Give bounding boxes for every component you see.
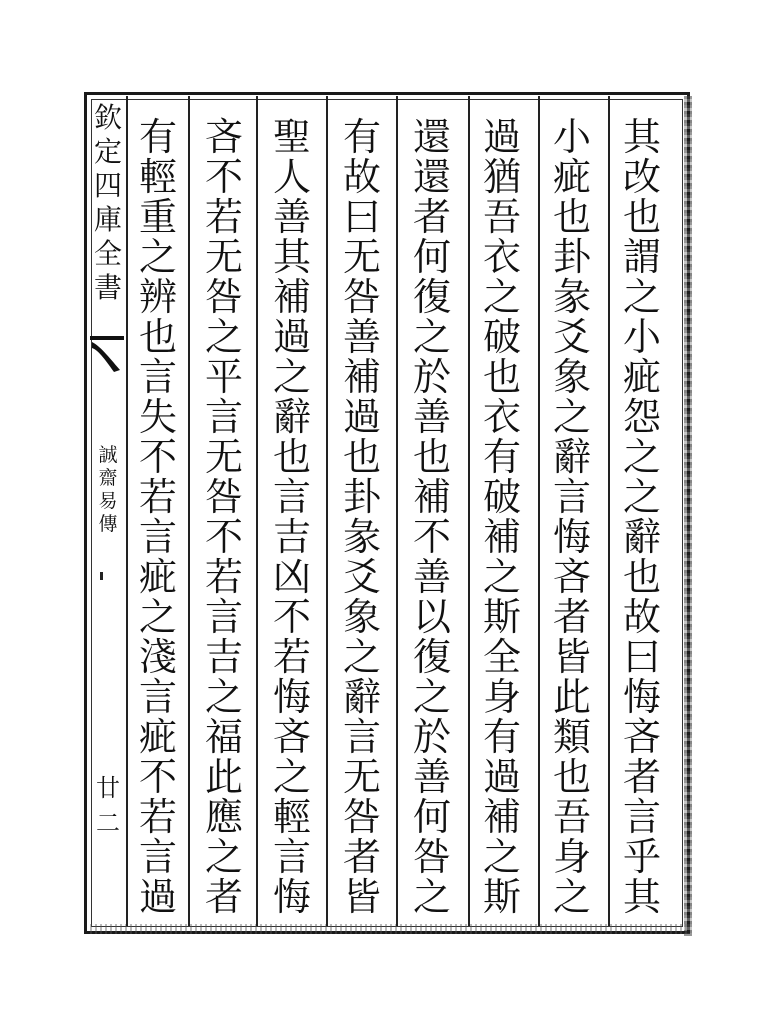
- column-char: 咎: [204, 275, 243, 319]
- text-column: [472, 115, 532, 919]
- column-char: 若: [272, 635, 311, 679]
- column-char: 者: [342, 835, 381, 879]
- column-char: 吾: [552, 795, 591, 839]
- column-char: 類: [552, 715, 591, 759]
- column-char: 不: [272, 595, 311, 639]
- text-column: [612, 115, 672, 919]
- text-column: [542, 115, 602, 919]
- book-title-char: 欽: [93, 101, 122, 134]
- column-char: 辭: [552, 435, 591, 479]
- column-char: 辭: [622, 515, 661, 559]
- damaged-edge: [684, 96, 692, 936]
- column-char: 言: [622, 795, 661, 839]
- column-char: 之: [204, 675, 243, 719]
- column-char: 也: [272, 435, 311, 479]
- column-char: 若: [204, 195, 243, 239]
- column-char: 補: [342, 355, 381, 399]
- column-char: 過: [272, 315, 311, 359]
- column-char: 補: [272, 275, 311, 319]
- column-char: 斯: [482, 595, 521, 639]
- column-char: 之: [204, 315, 243, 359]
- column-char: 悔: [272, 875, 311, 919]
- column-char: 還: [412, 155, 451, 199]
- column-char: 若: [138, 795, 177, 839]
- column-char: 也: [342, 435, 381, 479]
- column-char: 之: [412, 315, 451, 359]
- column-char: 怨: [622, 395, 661, 439]
- column-char: 重: [138, 195, 177, 239]
- column-char: 无: [204, 235, 243, 279]
- column-char: 之: [622, 275, 661, 319]
- column-char: 聖: [272, 115, 311, 159]
- column-rule: [326, 96, 328, 926]
- column-char: 故: [622, 595, 661, 639]
- column-char: 者: [204, 875, 243, 919]
- text-column: [194, 115, 254, 919]
- text-column: [128, 115, 188, 919]
- column-char: 過: [342, 395, 381, 439]
- column-char: 卦: [342, 475, 381, 519]
- column-char: 吝: [204, 115, 243, 159]
- column-char: 之: [552, 395, 591, 439]
- column-char: 也: [622, 195, 661, 239]
- column-char: 破: [482, 475, 521, 519]
- column-char: 之: [482, 555, 521, 599]
- column-char: 彖: [342, 515, 381, 559]
- column-char: 也: [552, 755, 591, 799]
- text-column: [332, 115, 392, 919]
- column-char: 有: [482, 435, 521, 479]
- column-char: 之: [138, 595, 177, 639]
- column-char: 何: [412, 235, 451, 279]
- margin-tick-mark: [100, 572, 103, 580]
- column-char: 卦: [552, 235, 591, 279]
- column-char: 善: [412, 555, 451, 599]
- column-char: 之: [482, 275, 521, 319]
- column-char: 之: [552, 875, 591, 919]
- text-column: [262, 115, 322, 919]
- column-char: 不: [138, 755, 177, 799]
- column-char: 言: [138, 675, 177, 719]
- column-char: 咎: [342, 275, 381, 319]
- column-char: 補: [482, 795, 521, 839]
- book-title-char: 全: [93, 237, 122, 270]
- column-char: 疵: [138, 715, 177, 759]
- column-char: 有: [482, 715, 521, 759]
- column-char: 善: [272, 195, 311, 239]
- column-char: 吉: [204, 635, 243, 679]
- column-char: 全: [482, 635, 521, 679]
- column-char: 不: [412, 515, 451, 559]
- column-char: 不: [138, 435, 177, 479]
- column-char: 言: [204, 395, 243, 439]
- column-char: 也: [412, 435, 451, 479]
- column-char: 也: [138, 315, 177, 359]
- column-char: 身: [552, 835, 591, 879]
- column-char: 无: [342, 235, 381, 279]
- column-char: 疵: [138, 555, 177, 599]
- fish-tail-mark-icon: [90, 336, 124, 374]
- column-char: 猶: [482, 155, 521, 199]
- column-char: 破: [482, 315, 521, 359]
- column-char: 吾: [482, 195, 521, 239]
- column-char: 身: [482, 675, 521, 719]
- column-char: 辭: [272, 395, 311, 439]
- column-char: 咎: [204, 475, 243, 519]
- column-char: 彖: [552, 275, 591, 319]
- column-char: 皆: [342, 875, 381, 919]
- column-char: 之: [204, 835, 243, 879]
- column-char: 也: [482, 355, 521, 399]
- column-rule: [538, 96, 540, 926]
- column-char: 於: [412, 715, 451, 759]
- column-char: 悔: [622, 675, 661, 719]
- column-char: 復: [412, 275, 451, 319]
- column-char: 過: [482, 115, 521, 159]
- column-char: 曰: [342, 195, 381, 239]
- column-char: 應: [204, 795, 243, 839]
- column-char: 言: [138, 515, 177, 559]
- column-char: 之: [272, 755, 311, 799]
- column-char: 復: [412, 635, 451, 679]
- column-char: 福: [204, 715, 243, 759]
- column-char: 善: [412, 755, 451, 799]
- column-char: 補: [482, 515, 521, 559]
- column-char: 失: [138, 395, 177, 439]
- column-char: 者: [622, 755, 661, 799]
- column-rule: [396, 96, 398, 926]
- column-char: 若: [138, 475, 177, 519]
- column-char: 言: [342, 715, 381, 759]
- column-rule: [188, 96, 190, 926]
- column-char: 之: [412, 675, 451, 719]
- book-title: [92, 101, 124, 308]
- column-char: 也: [552, 195, 591, 239]
- column-char: 咎: [412, 835, 451, 879]
- column-char: 爻: [342, 555, 381, 599]
- column-char: 辨: [138, 275, 177, 319]
- column-rule: [256, 96, 258, 926]
- book-title-char: 庫: [93, 203, 122, 236]
- section-title-char: 易: [98, 490, 118, 512]
- column-char: 之: [272, 355, 311, 399]
- column-char: 過: [482, 755, 521, 799]
- column-char: 者: [552, 595, 591, 639]
- column-char: 辭: [342, 675, 381, 719]
- column-char: 皆: [552, 635, 591, 679]
- column-char: 其: [622, 115, 661, 159]
- column-char: 有: [342, 115, 381, 159]
- column-char: 平: [204, 355, 243, 399]
- column-char: 故: [342, 155, 381, 199]
- column-char: 之: [622, 435, 661, 479]
- column-rule: [468, 96, 470, 926]
- column-char: 改: [622, 155, 661, 199]
- column-char: 吝: [552, 555, 591, 599]
- column-char: 乎: [622, 835, 661, 879]
- page-number: 廿二: [96, 774, 120, 837]
- column-char: 不: [204, 515, 243, 559]
- column-char: 疵: [622, 355, 661, 399]
- column-rule: [608, 96, 610, 926]
- column-char: 不: [204, 155, 243, 199]
- column-char: 咎: [342, 795, 381, 839]
- column-char: 之: [412, 875, 451, 919]
- column-char: 衣: [482, 395, 521, 439]
- column-char: 爻: [552, 315, 591, 359]
- column-char: 吝: [622, 715, 661, 759]
- section-title-char: 誠: [98, 444, 118, 466]
- column-char: 吝: [272, 715, 311, 759]
- section-title: [96, 446, 120, 538]
- column-char: 曰: [622, 635, 661, 679]
- column-char: 无: [342, 755, 381, 799]
- column-char: 悔: [272, 675, 311, 719]
- column-char: 之: [138, 235, 177, 279]
- column-char: 補: [412, 475, 451, 519]
- column-char: 還: [412, 115, 451, 159]
- column-char: 善: [412, 395, 451, 439]
- column-char: 悔: [552, 515, 591, 559]
- text-column: [402, 115, 462, 919]
- book-title-char: 定: [93, 135, 122, 168]
- section-title-char: 齋: [98, 467, 118, 489]
- column-char: 之: [342, 635, 381, 679]
- book-title-char: 四: [93, 169, 122, 202]
- section-title-char: 傳: [98, 513, 118, 535]
- column-char: 人: [272, 155, 311, 199]
- column-char: 謂: [622, 235, 661, 279]
- column-char: 過: [138, 875, 177, 919]
- column-char: 言: [552, 475, 591, 519]
- book-title-char: 書: [93, 271, 122, 304]
- column-char: 於: [412, 355, 451, 399]
- column-char: 其: [622, 875, 661, 919]
- column-char: 言: [272, 835, 311, 879]
- column-char: 象: [342, 595, 381, 639]
- column-char: 之: [482, 835, 521, 879]
- column-char: 小: [552, 115, 591, 159]
- column-char: 吉: [272, 515, 311, 559]
- column-char: 以: [412, 595, 451, 639]
- column-char: 淺: [138, 635, 177, 679]
- column-char: 凶: [272, 555, 311, 599]
- column-char: 若: [204, 555, 243, 599]
- column-char: 輕: [272, 795, 311, 839]
- column-char: 言: [204, 595, 243, 639]
- column-char: 何: [412, 795, 451, 839]
- column-char: 其: [272, 235, 311, 279]
- column-char: 也: [622, 555, 661, 599]
- column-char: 斯: [482, 875, 521, 919]
- column-char: 者: [412, 195, 451, 239]
- column-char: 疵: [552, 155, 591, 199]
- column-char: 衣: [482, 235, 521, 279]
- column-char: 小: [622, 315, 661, 359]
- column-char: 善: [342, 315, 381, 359]
- column-char: 言: [138, 835, 177, 879]
- column-char: 象: [552, 355, 591, 399]
- column-char: 言: [272, 475, 311, 519]
- bottom-edge-smudge: [90, 924, 690, 934]
- column-char: 无: [204, 435, 243, 479]
- column-char: 之: [622, 475, 661, 519]
- column-char: 此: [552, 675, 591, 719]
- column-char: 此: [204, 755, 243, 799]
- column-char: 言: [138, 355, 177, 399]
- column-char: 輕: [138, 155, 177, 199]
- column-char: 有: [138, 115, 177, 159]
